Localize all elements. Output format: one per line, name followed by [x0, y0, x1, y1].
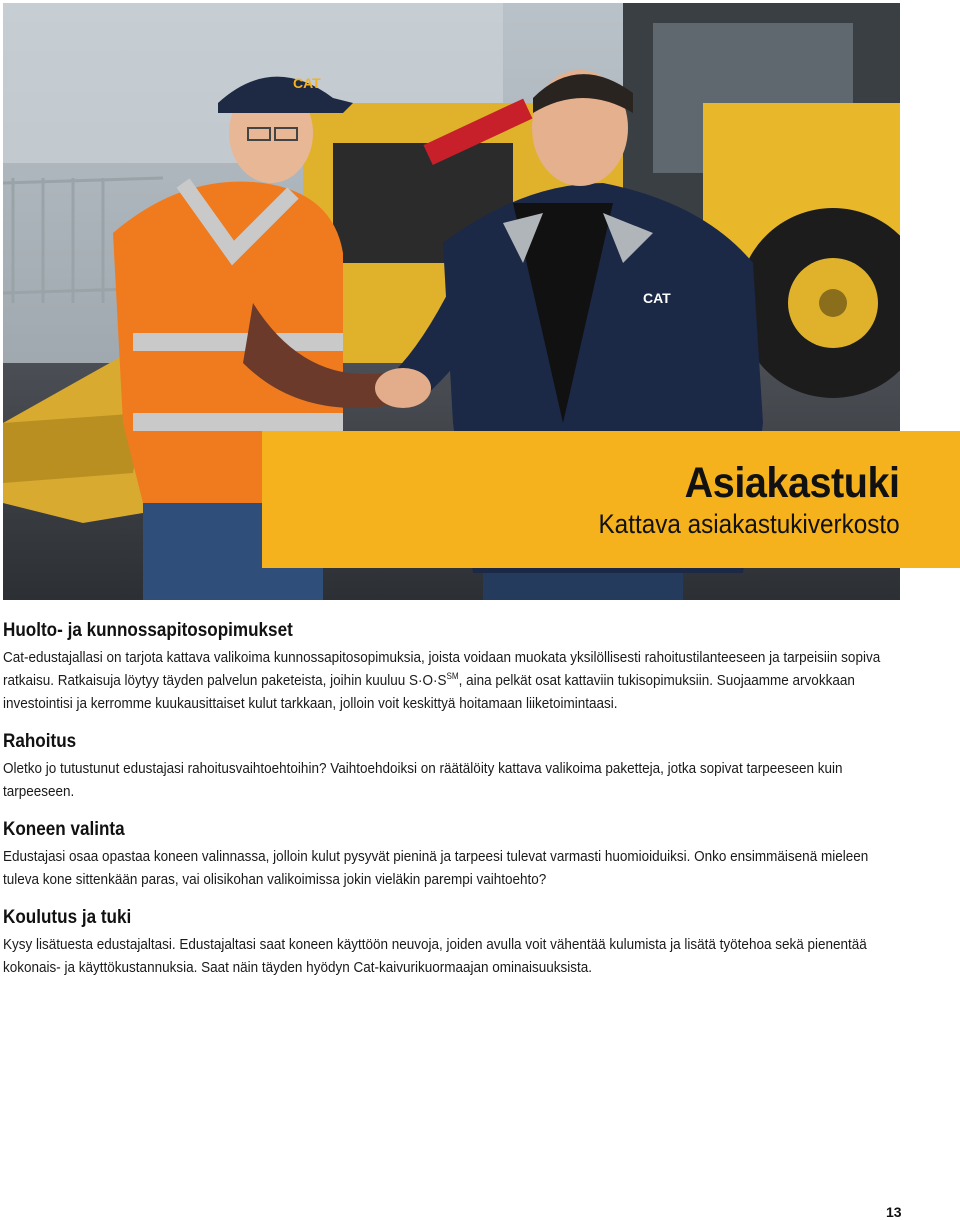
section-body: Kysy lisätuesta edustajaltasi. Edustajaltasi saat koneen käyttöön neuvoja, joiden avulla voit vähentää kulumista ja lisätä työtehoa sekä pienentää kokonais- ja käyttökustannuksia. Saat näin täyden hyödyn Cat-kaivurikuormaajan ominaisuuksista.: [3, 936, 867, 976]
section-body: Oletko jo tutustunut edustajasi rahoitusvaihtoehtoihin? Vaihtoehdoiksi on räätälöity kattava valikoima paketteja, jotka sopivat tarpeeseen kuin tarpeeseen.: [3, 760, 843, 800]
cap-logo: CAT: [293, 75, 321, 91]
section-financing: [3, 731, 903, 803]
page-subtitle: Kattava asiakastukiverkosto: [598, 509, 900, 539]
section-heading: Rahoitus: [3, 731, 77, 752]
section-heading: Koulutus ja tuki: [3, 907, 132, 928]
section-machine-selection: [3, 819, 903, 891]
section-body: Edustajasi osaa opastaa koneen valinnassa, jolloin kulut pysyvät pieninä ja tarpeesi tulevat varmasti huomioiduiksi. Onko ensimmäisenä mieleen tuleva kone sittenkään paras, vai olisikohan valikoimissa jokin vieläkin parempi vaihtoehto?: [3, 848, 869, 888]
handshake: [375, 368, 431, 408]
section-heading: Koneen valinta: [3, 819, 125, 840]
page-title: Asiakastuki: [685, 459, 900, 507]
section-maintenance: [3, 620, 903, 715]
title-banner: [262, 431, 960, 568]
jacket-logo: CAT: [643, 290, 671, 306]
page-number: 13: [886, 1204, 902, 1220]
main-content: [3, 620, 903, 995]
section-body: Cat-edustajallasi on tarjota kattava valikoima kunnossapitosopimuksia, joista voidaan muokata yksilöllisesti rahoitustilanteeseen ja tarpeisiin sopiva ratkaisu. Ratkaisuja löytyy täyden palvelun paketeista, joihin kuuluu S·O·S℠, aina pelkät osat kattaviin tukisopimuksiin. Suojaamme arvokkaan investointisi ja kerromme kuukausittaiset kulut tarkkaan, jolloin voit keskittyä hoitamaan liiketoimintaasi.: [3, 649, 881, 712]
service-mark: SM: [446, 671, 459, 681]
section-training-support: [3, 907, 903, 979]
section-heading: Huolto- ja kunnossapitosopimukset: [3, 620, 293, 641]
